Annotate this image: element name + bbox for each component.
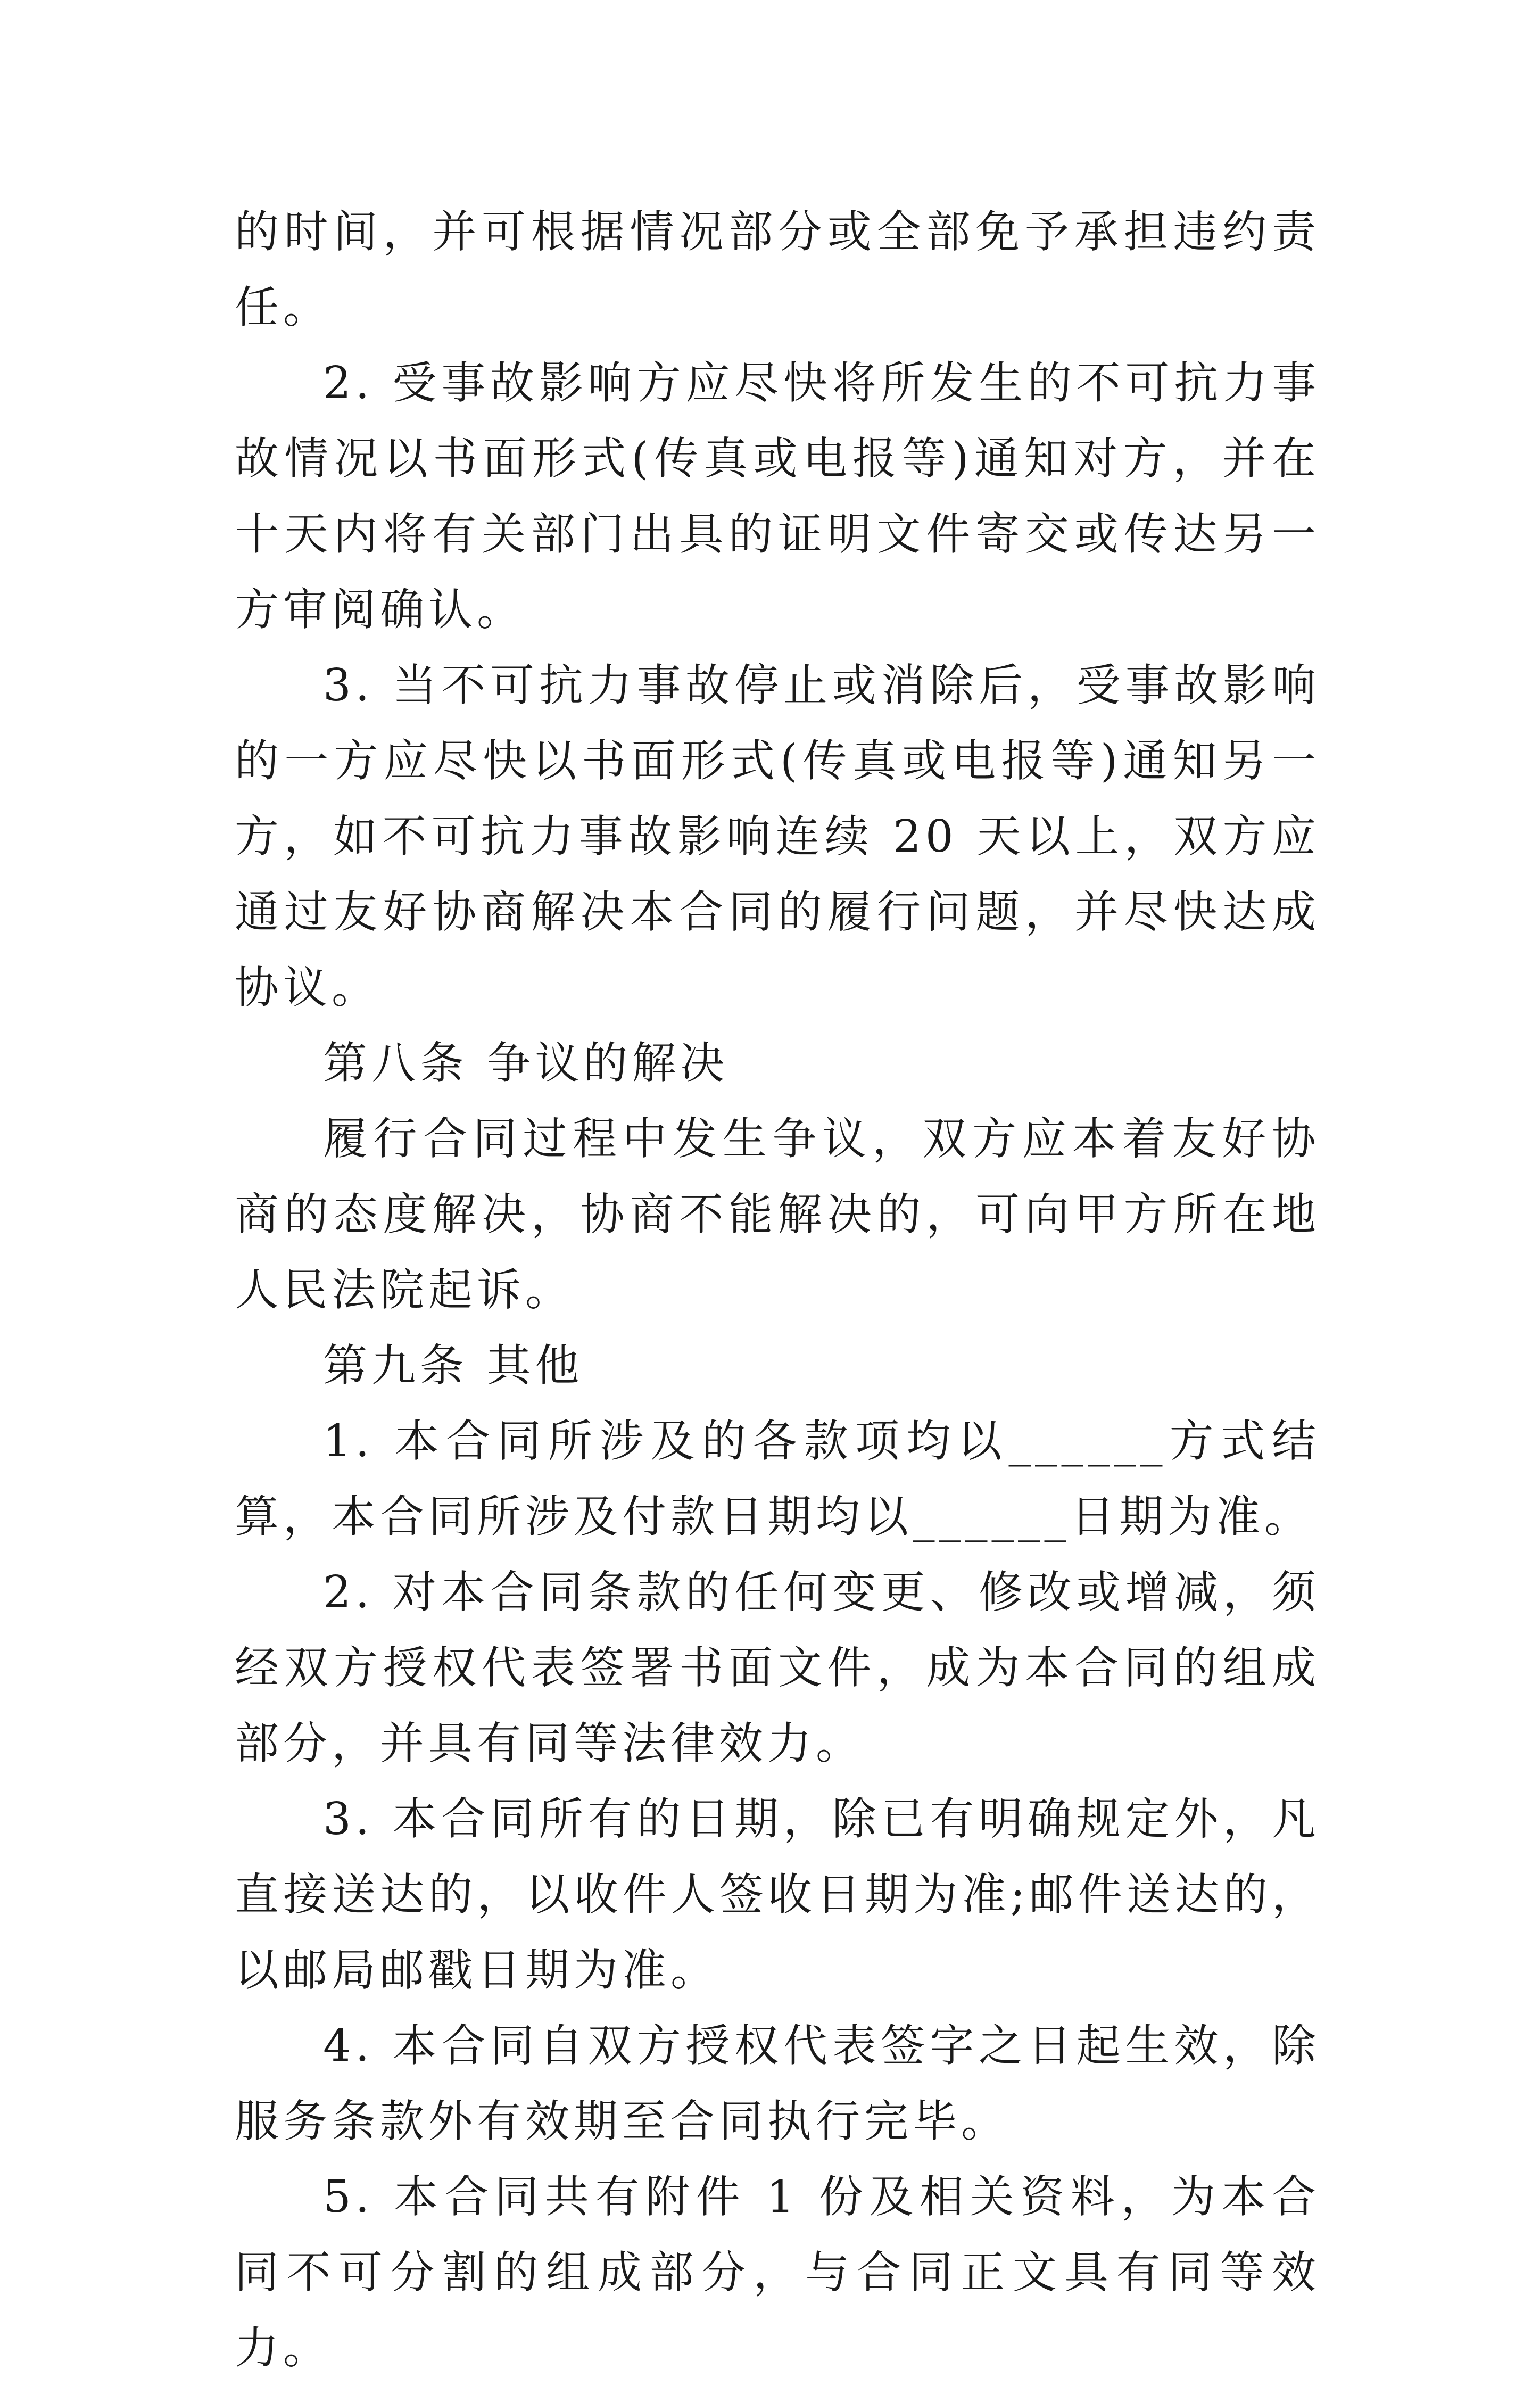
paragraph-other-5: 5. 本合同共有附件 1 份及相关资料，为本合同不可分割的组成部分，与合同正文具有同等效力。 bbox=[235, 2171, 1320, 2374]
document-body bbox=[235, 194, 1320, 2386]
section-heading-article-9: 第九条 其他 bbox=[323, 1340, 584, 1391]
section-heading-article-8: 第八条 争议的解决 bbox=[323, 1037, 729, 1089]
paragraph-other-4: 4. 本合同自双方授权代表签字之日起生效，除服务条款外有效期至合同执行完毕。 bbox=[235, 2020, 1320, 2147]
paragraph-continuation: 的时间，并可根据情况部分或全部免予承担违约责任。 bbox=[235, 206, 1320, 333]
paragraph-clause-3: 3. 当不可抗力事故停止或消除后，受事故影响的一方应尽快以书面形式(传真或电报等)通知另一方，如不可抗力事故影响连续 20 天以上，双方应通过友好协商解决本合同的履行问题，并尽快达成协议。 bbox=[235, 659, 1320, 1013]
paragraph-other-2: 2. 对本合同条款的任何变更、修改或增减，须经双方授权代表签署书面文件，成为本合同的组成部分，并具有同等法律效力。 bbox=[235, 1566, 1320, 1769]
paragraph-other-1: 1. 本合同所涉及的各款项均以______方式结算，本合同所涉及付款日期均以______日期为准。 bbox=[235, 1415, 1320, 1542]
paragraph-clause-2: 2. 受事故影响方应尽快将所发生的不可抗力事故情况以书面形式(传真或电报等)通知对方，并在十天内将有关部门出具的证明文件寄交或传达另一方审阅确认。 bbox=[235, 357, 1320, 635]
paragraph-dispute-resolution: 履行合同过程中发生争议，双方应本着友好协商的态度解决，协商不能解决的，可向甲方所在地人民法院起诉。 bbox=[235, 1113, 1320, 1316]
paragraph-other-3: 3. 本合同所有的日期，除已有明确规定外，凡直接送达的，以收件人签收日期为准;邮件送达的，以邮局邮戳日期为准。 bbox=[235, 1793, 1320, 1996]
